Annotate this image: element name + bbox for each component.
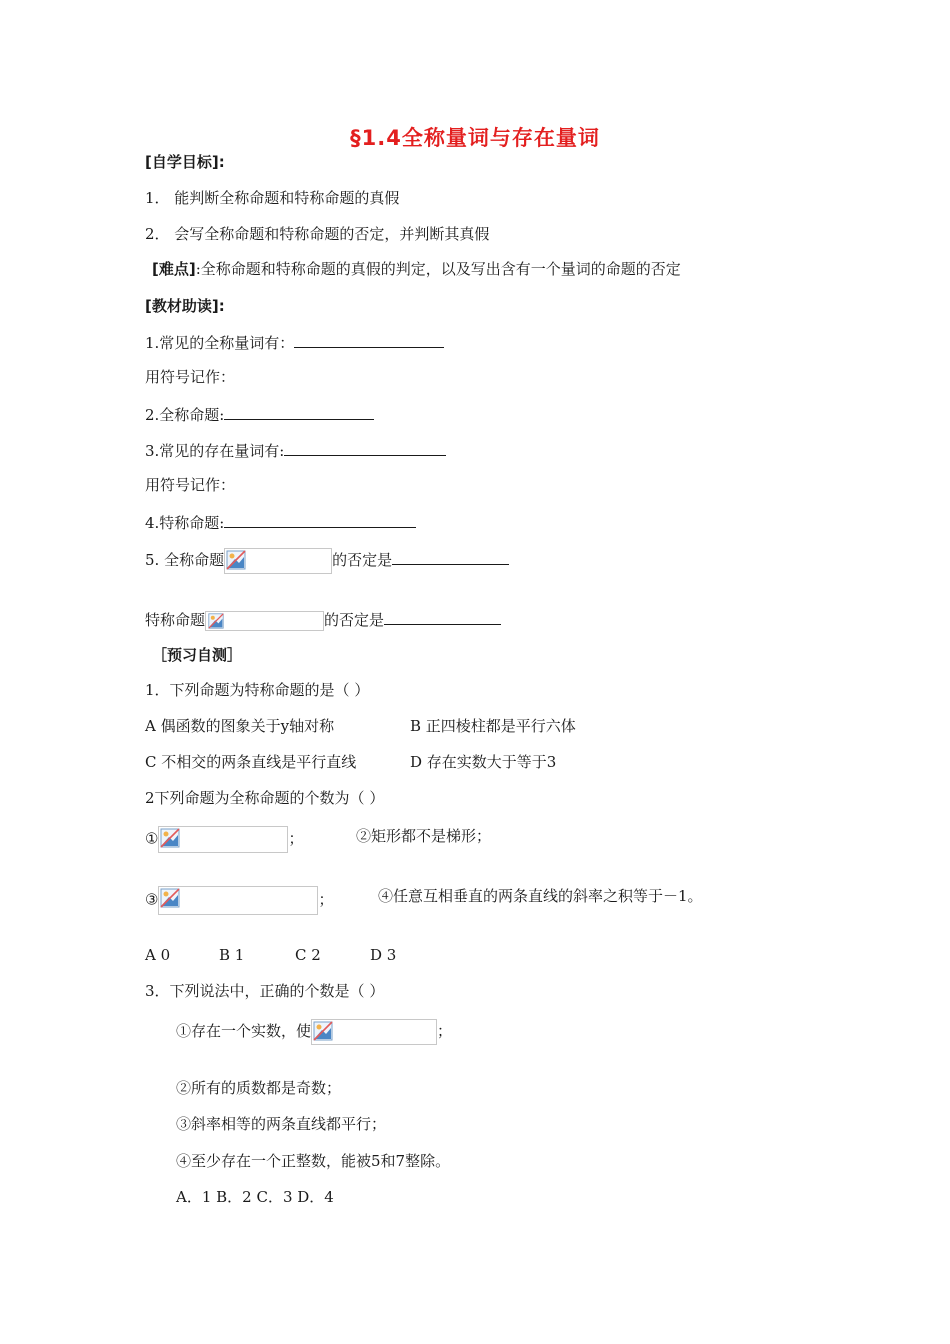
formula-image: [205, 611, 324, 631]
reading-q3-note: 用符号记作：: [145, 476, 236, 494]
pretest-q2-statement-3: [145, 886, 333, 915]
reading-q5: [145, 548, 509, 574]
pretest-q2-statement-1: [145, 826, 303, 853]
formula-image: [311, 1019, 437, 1045]
reading-q5-suffix: 的否定是: [332, 551, 393, 569]
formula-image: [158, 886, 318, 915]
reading-q2-text: 2.全称命题:: [145, 406, 225, 424]
broken-image-icon: [207, 613, 225, 629]
statement-end: ；: [288, 829, 304, 848]
pretest-q1-option-b: B 正四棱柱都是平行六体: [410, 717, 576, 735]
page-title: §1.4全称量词与存在量词: [350, 126, 600, 150]
goal-item-2: 2． 会写全称命题和特称命题的否定，并判断其真假: [145, 225, 490, 243]
goal-item-1: 1． 能判断全称命题和特称命题的真假: [145, 189, 400, 207]
pretest-q1-stem: 1．下列命题为特称命题的是（ ）: [145, 681, 370, 699]
reading-q3: [145, 439, 446, 461]
broken-image-icon: [160, 888, 180, 908]
reading-q6-suffix: 的否定是: [324, 611, 385, 629]
pretest-q3-statement-2: ②所有的质数都是奇数；: [176, 1079, 342, 1097]
pretest-q3-statement-3: ③斜率相等的两条直线都平行；: [176, 1115, 387, 1133]
answer-blank[interactable]: [392, 548, 509, 565]
statement-end: ；: [437, 1022, 453, 1040]
answer-blank[interactable]: [384, 608, 501, 625]
statement-mark: ③: [145, 890, 159, 909]
pretest-q2-stem: 2下列命题为全称命题的个数为（ ）: [145, 789, 385, 807]
pretest-heading: ［预习自测］: [152, 646, 243, 664]
reading-q3-text: 3.常见的存在量词有:: [145, 442, 285, 460]
pretest-q3-statement-1: [176, 1019, 452, 1045]
broken-image-icon: [226, 550, 246, 570]
pretest-q3-stem: 3．下列说法中，正确的个数是（ ）: [145, 982, 385, 1000]
statement-text: ①存在一个实数，使: [176, 1022, 312, 1040]
pretest-q2-choice-d: D 3: [370, 946, 397, 964]
reading-q6-prefix: 特称命题: [145, 611, 206, 629]
pretest-q2-statement-2: ②矩形都不是梯形；: [356, 827, 492, 845]
reading-q1-note: 用符号记作：: [145, 368, 236, 386]
broken-image-icon: [160, 828, 180, 848]
pretest-q3-choices: A．1 B．2 C．3 D．4: [176, 1188, 334, 1206]
reading-q1: [145, 331, 444, 353]
formula-image: [158, 826, 288, 853]
answer-blank[interactable]: [224, 511, 416, 528]
reading-q6: [145, 608, 501, 631]
reading-q5-prefix: 5. 全称命题: [145, 551, 225, 569]
pretest-q2-choice-a: A 0: [145, 946, 171, 964]
reading-q1-text: 1.常见的全称量词有：: [145, 334, 295, 352]
pretest-q1-option-d: D 存在实数大于等于3: [410, 753, 557, 771]
reading-heading: [教材助读]:: [145, 297, 225, 315]
goals-heading: [自学目标]:: [145, 153, 225, 171]
statement-mark: ①: [145, 829, 159, 848]
reading-q4-text: 4.特称命题:: [145, 514, 225, 532]
statement-end: ；: [318, 890, 334, 909]
broken-image-icon: [313, 1021, 333, 1041]
reading-q2: [145, 403, 374, 425]
reading-q4: [145, 511, 416, 533]
pretest-q2-choice-b: B 1: [219, 946, 245, 964]
pretest-q3-statement-4: ④至少存在一个正整数，能被5和7整除。: [176, 1152, 451, 1170]
difficulty-label: [难点]: [152, 260, 196, 278]
formula-image: [224, 548, 332, 574]
pretest-q1-option-a: A 偶函数的图象关于y轴对称: [145, 717, 335, 735]
difficulty-line: [152, 259, 681, 279]
answer-blank[interactable]: [284, 439, 446, 456]
pretest-q2-choice-c: C 2: [295, 946, 321, 964]
pretest-q1-option-c: C 不相交的两条直线是平行直线: [145, 753, 357, 771]
answer-blank[interactable]: [294, 331, 444, 348]
difficulty-text: :全称命题和特称命题的真假的判定，以及写出含有一个量词的命题的否定: [195, 260, 681, 278]
answer-blank[interactable]: [224, 403, 374, 420]
pretest-q2-statement-4: ④任意互相垂直的两条直线的斜率之积等于－1。: [378, 887, 703, 905]
